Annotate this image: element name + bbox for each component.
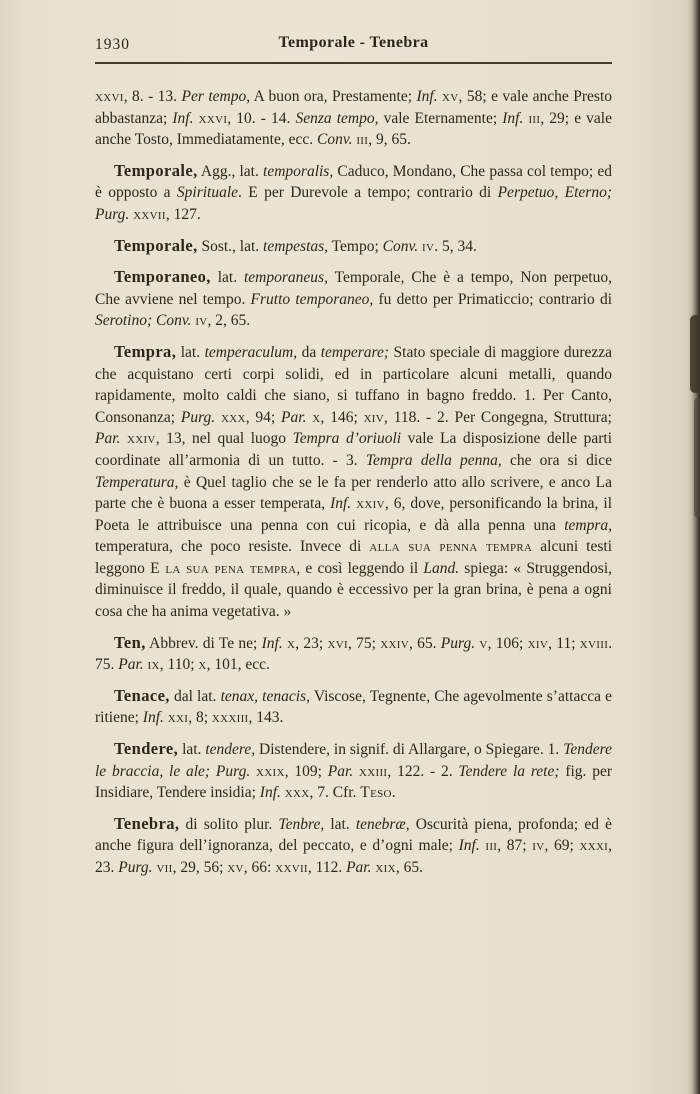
text-run: Inf. bbox=[142, 709, 164, 727]
text-run: , 9, 65. bbox=[368, 131, 411, 149]
text-run: , 7. Cfr. bbox=[309, 784, 361, 802]
text-run: xvi bbox=[327, 634, 348, 652]
paragraph bbox=[95, 341, 612, 623]
text-run: , 58; e vale anche Presto abbastanza; bbox=[95, 88, 612, 127]
text-run: Stato speciale di maggiore durezza che acquistano certi corpi solidi, ed in particolare alcuni metalli, quando rapidamente, molto caldi che siano, si tuffano in bagno freddo. 1. Per Canto, Consonanza; bbox=[95, 343, 612, 426]
text-run: temperatura, che poco resiste. Invece di bbox=[95, 538, 370, 556]
text-run: , e così leggendo il bbox=[296, 559, 424, 577]
text-run: v bbox=[479, 634, 488, 652]
text-run: , 65. bbox=[408, 634, 441, 652]
text-run: Tenbre, bbox=[278, 815, 325, 833]
text-run: Par. bbox=[281, 408, 307, 426]
text-run: fu detto per Primaticcio; contrario di bbox=[373, 290, 612, 308]
paragraph bbox=[95, 813, 612, 879]
text-run: , 94; bbox=[245, 408, 282, 426]
entry-headword: Tempra, bbox=[114, 341, 177, 361]
text-run: , A buon ora, Prestamente; bbox=[246, 88, 417, 105]
text-run: che ora si dice bbox=[501, 451, 612, 469]
text-run: . 75. bbox=[95, 634, 613, 674]
text-run: xxx bbox=[284, 784, 310, 802]
text-run: x bbox=[287, 634, 296, 652]
page-number: 1930 bbox=[95, 36, 130, 53]
text-run: da bbox=[297, 343, 321, 361]
text-run: tempra, bbox=[564, 516, 612, 534]
text-run: , 13, nel qual luogo bbox=[155, 430, 293, 448]
text-run: . bbox=[391, 784, 396, 802]
text-run: Inf. bbox=[416, 88, 438, 105]
text-run: Par. bbox=[95, 430, 121, 448]
text-run: temperaculum, bbox=[204, 343, 298, 361]
text-run: , 10. - 14. bbox=[227, 109, 296, 127]
text-run: xxiv bbox=[380, 634, 409, 652]
text-run: lat. bbox=[324, 815, 356, 833]
paragraph bbox=[95, 160, 612, 226]
text-run: , 65. bbox=[395, 859, 423, 876]
text-run: Par. bbox=[346, 859, 372, 876]
text-run: Inf. bbox=[330, 495, 352, 513]
text-run: , 29; e vale anche Tosto, Immediatamente, ecc. bbox=[95, 109, 612, 149]
text-run: . 5, 34. bbox=[434, 237, 477, 255]
text-run: è Quel taglio che se le fa per renderlo atto allo scrivere, e anco La parte che è buona a esser temperata, bbox=[95, 473, 612, 513]
text-run: , 112. bbox=[307, 859, 347, 876]
text-run: Par. bbox=[118, 656, 144, 674]
text-run: Caduco, Mondano, Che passa col tempo; ed è opposto a bbox=[95, 162, 612, 202]
text-run: , 101, ecc. bbox=[206, 656, 270, 674]
text-run: x bbox=[198, 656, 207, 674]
text-run: iv bbox=[195, 312, 208, 330]
text-run: E la sua pena tempra bbox=[150, 559, 297, 577]
text-run: iii bbox=[528, 109, 541, 127]
text-run: , 66: bbox=[243, 859, 276, 876]
text-run: temperare; bbox=[320, 343, 390, 361]
text-run: xxvi bbox=[198, 109, 228, 127]
text-run: tempestas, bbox=[263, 237, 329, 255]
text-run: xxvii bbox=[133, 205, 166, 223]
text-run: xxx bbox=[221, 408, 246, 426]
entry-headword: Tenebra, bbox=[114, 813, 180, 833]
text-run: , 2, 65. bbox=[207, 312, 251, 330]
entry-headword: Tenace, bbox=[114, 685, 170, 705]
text-run: Conv. bbox=[317, 131, 353, 149]
text-run: temporalis, bbox=[263, 162, 334, 180]
text-run: Tempra d’oriuoli bbox=[292, 430, 402, 448]
entry-headword: Tendere, bbox=[114, 739, 179, 759]
text-run: Spirituale bbox=[176, 184, 239, 202]
text-run: , 106; bbox=[487, 634, 528, 652]
text-run: Tendere le braccia, le ale; Purg. bbox=[95, 741, 612, 780]
text-run: , 143. bbox=[248, 709, 284, 727]
text-run: xxi bbox=[167, 709, 189, 727]
text-run: Tendere la rete; bbox=[458, 762, 560, 780]
text-run: Land. bbox=[423, 559, 460, 577]
text-run: xxvii bbox=[275, 859, 308, 876]
text-run: Tempra della penna, bbox=[365, 451, 502, 469]
text-run: Viscose, Tegnente, Che agevolmente s’attacca e ritiene; bbox=[95, 687, 612, 727]
text-run: Agg., lat. bbox=[197, 162, 264, 180]
text-run: Senza tempo, bbox=[295, 109, 379, 127]
text-block bbox=[95, 86, 612, 879]
text-run: , 122. - 2. bbox=[387, 762, 459, 780]
text-run: vii bbox=[156, 859, 173, 876]
paragraph bbox=[95, 685, 612, 729]
text-run: xxiv bbox=[126, 430, 156, 448]
text-run: Inf. bbox=[502, 109, 524, 127]
text-run: Per tempo bbox=[181, 88, 247, 105]
text-run: iii bbox=[356, 131, 369, 149]
text-run: . E per Durevole a tempo; contrario di bbox=[238, 184, 498, 202]
text-run: , 109; bbox=[284, 762, 328, 780]
text-run: xiv bbox=[363, 408, 385, 426]
text-run: dal lat. bbox=[169, 687, 221, 705]
paragraph bbox=[95, 235, 612, 258]
text-run: tenax, tenacis, bbox=[220, 687, 310, 705]
text-run: , 146; bbox=[320, 408, 364, 426]
text-run: , 110; bbox=[159, 656, 199, 674]
text-run: , 75; bbox=[347, 634, 381, 652]
text-run: alla sua penna tempra bbox=[369, 538, 533, 556]
text-run: alcuni testi leggono bbox=[95, 538, 613, 577]
text-run: Purg. bbox=[180, 408, 216, 426]
text-run: lat. bbox=[176, 343, 205, 361]
text-run: Tempo; bbox=[328, 237, 383, 255]
text-run: Temperatura, bbox=[95, 473, 179, 491]
text-run: iii bbox=[485, 837, 498, 855]
text-run: spiega: « Struggendosi, diminuisce il freddo, il quale, quando è eccessivo per la gran brina, è pena a ogni cosa che ha anima vegetativa. » bbox=[95, 559, 612, 621]
text-run: lat. bbox=[210, 269, 244, 287]
text-run: Inf. bbox=[458, 837, 480, 855]
text-run: vale Eternamente; bbox=[378, 109, 503, 127]
text-run: , 11; bbox=[548, 634, 580, 652]
text-run: vale La disposizione delle parti coordinate all’armonia di un tutto. - 3. bbox=[95, 430, 613, 469]
text-run: Perpetuo, Eterno; Purg. bbox=[95, 184, 612, 223]
text-run: xxix bbox=[256, 762, 285, 780]
text-run: , 127. bbox=[165, 205, 201, 223]
text-run: xiv bbox=[527, 634, 549, 652]
text-run: tenebræ, bbox=[355, 815, 410, 833]
text-run: iv bbox=[532, 837, 545, 855]
text-run: Serotino; Conv. bbox=[95, 312, 192, 330]
text-run: , 87; bbox=[497, 837, 533, 855]
text-run: iv bbox=[422, 237, 435, 255]
text-run: xxvi bbox=[95, 88, 124, 105]
entry-headword: Ten, bbox=[114, 632, 146, 652]
header-rule bbox=[95, 62, 612, 64]
text-run: xix bbox=[375, 859, 396, 876]
text-run: xxxiii bbox=[211, 709, 249, 727]
paragraph bbox=[95, 266, 612, 332]
text-run: ix bbox=[147, 656, 160, 674]
text-run: Temporale, Che è a tempo, Non perpetuo, Che avviene nel tempo. bbox=[95, 269, 612, 308]
paragraph bbox=[95, 738, 612, 804]
paragraph bbox=[95, 632, 612, 676]
text-run: , 29, 56; bbox=[172, 859, 228, 876]
text-run: xv bbox=[442, 88, 459, 105]
text-run: Oscurità piena, profonda; ed è anche figura dell’ignoranza, del peccato, e d’ogni male; bbox=[95, 815, 612, 855]
text-run: tendere, bbox=[205, 741, 256, 759]
text-run: temporaneus, bbox=[244, 269, 328, 287]
entry-headword: Temporaneo, bbox=[114, 267, 211, 287]
text-run: Purg. bbox=[118, 859, 153, 876]
text-run: Frutto temporaneo, bbox=[250, 290, 374, 308]
text-run: xxiv bbox=[356, 495, 385, 513]
entry-headword: Temporale, bbox=[114, 235, 198, 255]
text-run: , 6, dove, personificando la brina, il Poeta le attribuisce una penna con cui ricopia, e dà alla penna una bbox=[95, 495, 612, 534]
text-run: Sost., lat. bbox=[197, 237, 264, 255]
text-run: fig. per Insidiare, Tendere insidia; bbox=[95, 762, 613, 802]
text-run: di solito plur. bbox=[179, 815, 279, 833]
text-run: , 118. - 2. Per Congegna, Struttura; bbox=[384, 408, 612, 426]
text-run: lat. bbox=[178, 741, 206, 759]
text-run: Purg. bbox=[440, 634, 476, 652]
header-title: Temporale - Tenebra bbox=[278, 34, 429, 51]
text-run: , 8. - 13. bbox=[123, 88, 182, 105]
text-run: x bbox=[312, 408, 321, 426]
text-run: Inf. bbox=[261, 634, 283, 652]
text-run: Par. bbox=[327, 762, 354, 780]
text-run: , 69; bbox=[544, 837, 580, 855]
text-run: Distendere, in signif. di Allargare, o Spiegare. 1. bbox=[255, 741, 564, 759]
text-run: Teso bbox=[360, 784, 392, 802]
text-run: Inf. bbox=[172, 109, 194, 127]
text-run: xxxi bbox=[579, 837, 609, 855]
text-run: xviii bbox=[579, 634, 609, 652]
text-run: xv bbox=[227, 859, 244, 876]
text-run: , 8; bbox=[188, 709, 212, 727]
entry-headword: Temporale, bbox=[114, 160, 198, 180]
paragraph bbox=[95, 86, 612, 151]
text-run: Inf. bbox=[259, 784, 281, 802]
text-run: xxiii bbox=[359, 762, 388, 780]
text-run: , 23; bbox=[295, 634, 328, 652]
text-run: Conv. bbox=[382, 237, 419, 255]
text-run: Abbrev. di Te ne; bbox=[145, 634, 262, 652]
text-run: , 23. bbox=[95, 837, 613, 876]
running-header bbox=[95, 34, 612, 58]
